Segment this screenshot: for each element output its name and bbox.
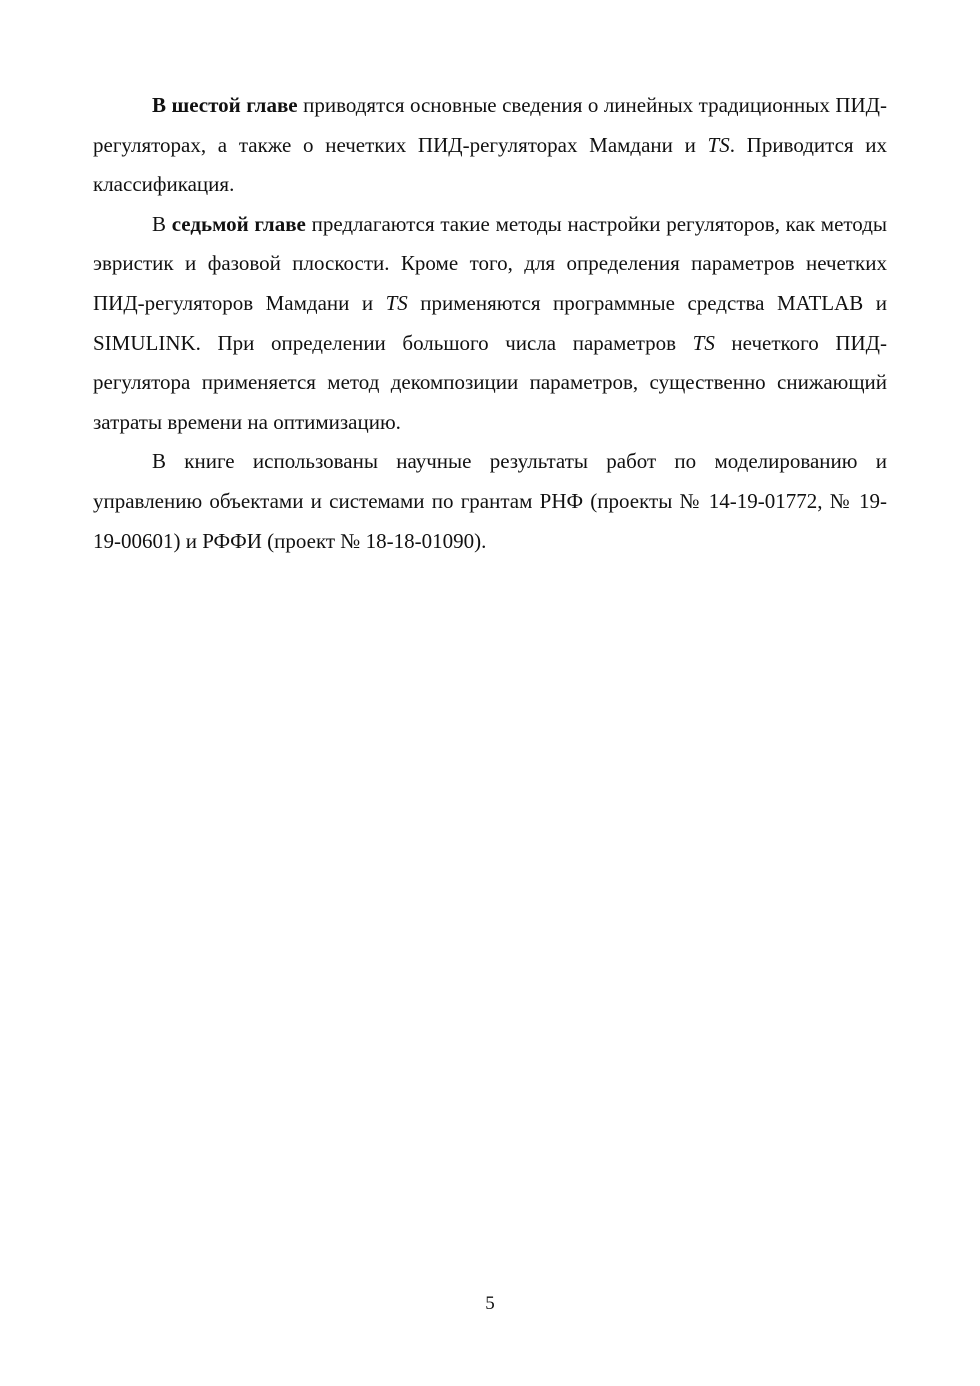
chapter-seven-heading: седьмой главе <box>171 211 306 236</box>
page-number: 5 <box>485 1293 495 1314</box>
paragraph-text: . Приводится их классификация. <box>93 132 887 197</box>
ts-term: TS <box>385 290 408 315</box>
body-text <box>93 86 887 561</box>
paragraph-chapter-seven <box>93 205 887 443</box>
ts-term: TS <box>707 132 730 157</box>
paragraph-chapter-six <box>93 86 887 205</box>
paragraph-text: В книге использованы научные результаты работ по моделированию и управлению объектами и системами по грантам РНФ (проекты № 14-19-01772, № 19-19-00601) и РФФИ (проект № 18-18-01090). <box>93 449 887 553</box>
paragraph-text: В <box>152 211 172 236</box>
paragraph-text: предлагаются такие методы настройки регуляторов, как методы эвристик и фазовой плоскости. Кроме того, для определения параметров нечетких ПИД-регуляторов Мамдани и <box>93 211 887 315</box>
paragraph-text: приводятся основные сведения о линейных традиционных ПИД-регуляторах, а также о нечетких ПИД-регуляторах Мамдани и <box>93 93 887 157</box>
ts-term: TS <box>692 330 715 355</box>
paragraph-text: применяются программные средства MATLAB и SIMULINK. При определении большого числа параметров <box>93 290 887 355</box>
paragraph-grants <box>93 442 887 561</box>
chapter-six-heading: В шестой главе <box>152 93 298 117</box>
paragraph-text: нечеткого ПИД-регулятора применяется метод декомпозиции параметров, существенно снижающий затраты времени на оптимизацию. <box>93 330 887 434</box>
